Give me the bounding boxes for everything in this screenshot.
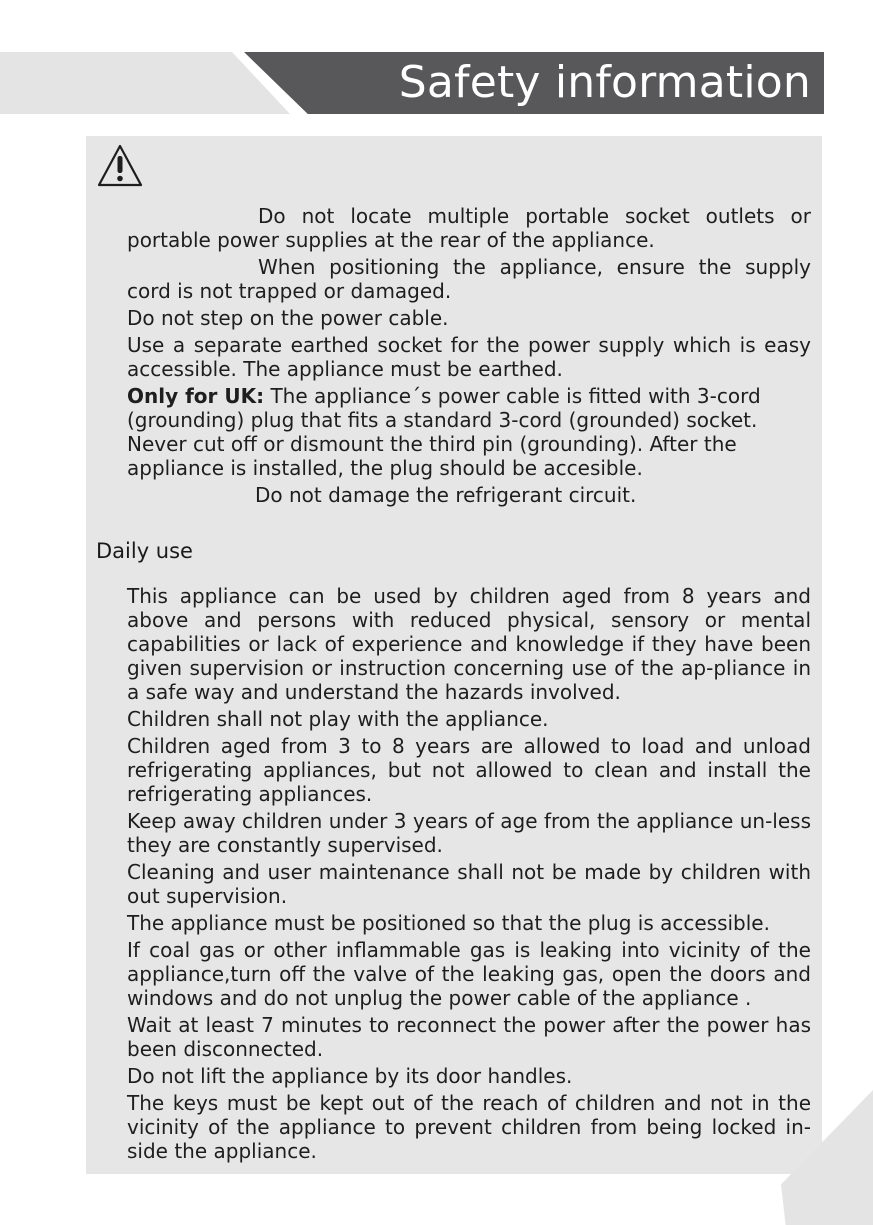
daily-use-paragraph: Children aged from 3 to 8 years are allowed to load and unload refrigerating appliances, but not allowed to clean and install the refrigerating appliances.	[127, 734, 811, 806]
daily-use-paragraph: Do not lift the appliance by its door handles.	[127, 1064, 573, 1088]
uk-label: Only for UK:	[127, 384, 265, 408]
page-title: Safety information	[398, 57, 811, 108]
daily-use-heading: Daily use	[96, 539, 193, 563]
daily-use-paragraph: The keys must be kept out of the reach of children and not in the vicinity of the appliance to prevent children from being locked in-side the appliance.	[127, 1091, 811, 1163]
warning-paragraph: Do not step on the power cable.	[127, 306, 449, 330]
warning-paragraph: Do not locate multiple portable socket outlets or portable power supplies at the rear of the appliance.	[127, 204, 811, 252]
uk-paragraph	[127, 384, 811, 480]
warning-paragraph: Use a separate earthed socket for the power supply which is easy accessible. The appliance must be earthed.	[127, 333, 811, 381]
uk-text: The appliance´s power cable is fitted with 3-cord (grounding) plug that fits a standard 3-cord (grounded) socket. Never cut off or dismount the third pin (grounding). After the appliance is installed, the plug should be accesible.	[127, 384, 761, 480]
warning-text-block	[127, 204, 811, 510]
warning-paragraph: Do not damage the refrigerant circuit.	[255, 483, 637, 507]
daily-use-paragraph: This appliance can be used by children aged from 8 years and above and persons with reduced physical, sensory or mental capabilities or lack of experience and knowledge if they have been given supervision or instruction concerning use of the ap-pliance in a safe way and understand the hazards involved.	[127, 584, 811, 704]
warning-triangle-icon	[96, 143, 144, 189]
daily-use-text-block	[127, 584, 811, 1166]
daily-use-paragraph: The appliance must be positioned so that the plug is accessible.	[127, 911, 770, 935]
daily-use-paragraph: If coal gas or other inflammable gas is leaking into vicinity of the appliance,turn off the valve of the leaking gas, open the doors and windows and do not unplug the power cable of the appliance .	[127, 938, 811, 1010]
daily-use-paragraph: Keep away children under 3 years of age from the appliance un-less they are constantly supervised.	[127, 809, 811, 857]
daily-use-paragraph: Children shall not play with the appliance.	[127, 707, 549, 731]
warning-paragraph: When positioning the appliance, ensure the supply cord is not trapped or damaged.	[127, 255, 811, 303]
daily-use-paragraph: Cleaning and user maintenance shall not be made by children with out supervision.	[127, 860, 811, 908]
daily-use-paragraph: Wait at least 7 minutes to reconnect the power after the power has been disconnected.	[127, 1013, 811, 1061]
header-light-band	[0, 52, 290, 114]
